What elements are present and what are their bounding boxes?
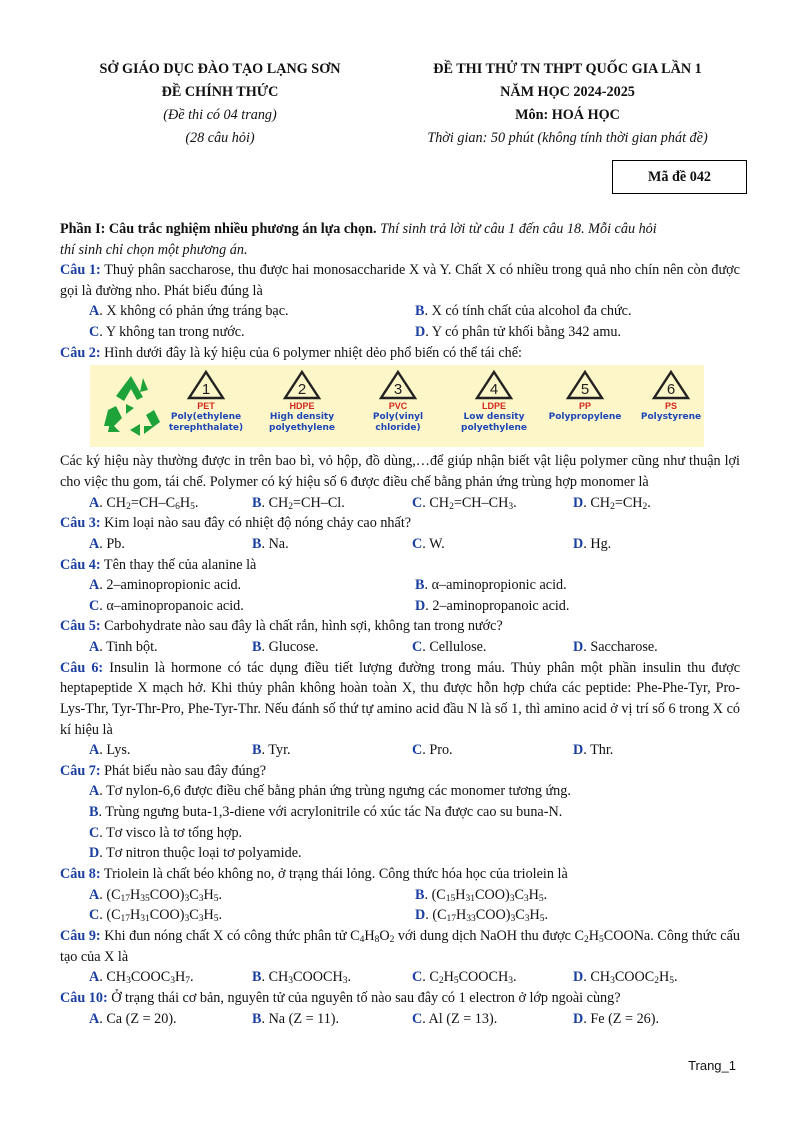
exam-code-box: Mã đề 042 [612, 160, 747, 194]
part-instruction-2: thí sinh chỉ chọn một phương án. [60, 241, 248, 258]
page-count: (Đề thi có 04 trang) [163, 107, 277, 123]
option-c[interactable]: C. Cellulose. [412, 639, 487, 656]
triangle-arrow-icon [282, 369, 322, 401]
option-b[interactable]: B. $CH_2=CH-Cl$. [252, 494, 345, 512]
question-text: Triolein là chất béo không no, ở trạng thái lỏng. Công thức hóa học của triolein là [100, 866, 568, 883]
options-row [60, 637, 740, 658]
question-2 [60, 343, 740, 364]
options-row [60, 967, 740, 988]
svg-text:1: 1 [201, 381, 211, 399]
options-row [60, 575, 740, 596]
recycle-logo-icon [96, 370, 166, 440]
official-label: ĐỀ CHÍNH THỨC [161, 84, 279, 100]
plastic-name: polyethylene [269, 423, 335, 434]
option-a[interactable]: A. 2–aminopropionic acid. [89, 577, 242, 594]
option-a[interactable]: A. Pb. [89, 535, 125, 552]
option-d[interactable]: D. $CH_3COOC_2H_5$. [573, 969, 678, 987]
exam-title: ĐỀ THI THỬ TN THPT QUỐC GIA LẦN 1 [433, 61, 702, 77]
plastic-abbr: PET [197, 401, 215, 412]
option-a[interactable]: A. Ca (Z = 20). [89, 1010, 177, 1027]
plastic-name: chloride) [375, 423, 421, 434]
question-text: Phát biểu nào sau đây đúng? [100, 762, 267, 779]
school-year: NĂM HỌC 2024-2025 [500, 84, 635, 100]
department-name: SỞ GIÁO DỤC ĐÀO TẠO LẠNG SƠN [99, 61, 341, 77]
question-label: Câu 4: [60, 556, 101, 573]
options-row [60, 740, 740, 761]
question-label: Câu 1: [60, 262, 101, 279]
question-count: (28 câu hỏi) [185, 130, 255, 146]
plastic-abbr: PS [664, 401, 677, 412]
question-8 [60, 864, 740, 885]
option-c[interactable]: C. $(C_{17}H_{31}COO)_3C_3H_5$. [89, 907, 222, 925]
plastic-abbr: PP [578, 401, 591, 412]
part-heading [60, 219, 740, 260]
option-a[interactable]: A. $(C_{17}H_{35}COO)_3C_3H_5$. [89, 886, 222, 904]
svg-text:3: 3 [393, 381, 403, 399]
options-row [60, 322, 740, 343]
option-b[interactable]: B. X có tính chất của alcohol đa chức. [415, 303, 632, 320]
option-a[interactable]: A. Lys. [89, 742, 131, 759]
question-text: Carbohydrate nào sau đây là chất rắn, hình sợi, không tan trong nước? [100, 618, 503, 635]
question-label: Câu 10: [60, 990, 108, 1006]
time-limit: Thời gian: 50 phút (không tính thời gian phát đề) [427, 130, 708, 146]
subject: Môn: HOÁ HỌC [515, 107, 620, 123]
option-b[interactable]: B. $(C_{15}H_{31}COO)_3C_3H_5$. [415, 886, 548, 904]
recycling-codes-figure [90, 365, 704, 447]
recycle-code-5 [537, 369, 633, 423]
plastic-abbr: LDPE [481, 401, 506, 412]
option-d[interactable]: D. 2–aminopropanoic acid. [415, 597, 570, 614]
header-left [60, 58, 380, 150]
plastic-name: Low density [463, 412, 525, 423]
plastic-abbr: HDPE [289, 401, 315, 412]
options-row [60, 596, 740, 617]
header-right [395, 58, 740, 150]
options-row [60, 493, 740, 514]
option-a[interactable]: A. Tơ nylon-6,6 được điều chế bằng phản ứng trùng ngưng các monomer tương ứng. [89, 783, 571, 800]
option-b[interactable]: B. Tyr. [252, 742, 291, 759]
option-c[interactable]: C. Y không tan trong nước. [89, 324, 245, 341]
triangle-arrow-icon [474, 369, 514, 401]
triangle-arrow-icon [565, 369, 605, 401]
triangle-arrow-icon [186, 369, 226, 401]
plastic-abbr: PVC [388, 401, 408, 412]
options-row [60, 534, 740, 555]
recycle-code-2 [254, 369, 350, 434]
question-text: Tên thay thế của alanine là [100, 556, 257, 573]
option-d[interactable]: D. Tơ nitron thuộc loại tơ polyamide. [89, 845, 302, 862]
svg-text:2: 2 [297, 381, 307, 399]
page-number: Trang_1 [688, 1058, 736, 1073]
option-d[interactable]: D. $(C_{17}H_{33}COO)_3C_3H_5$. [415, 907, 548, 925]
svg-text:4: 4 [489, 381, 499, 399]
option-d[interactable]: D. $CH_2=CH_2$. [573, 494, 651, 512]
option-b[interactable]: B. Na. [252, 535, 289, 552]
option-a[interactable]: A. Tinh bột. [89, 639, 158, 656]
question-text-continued: Các ký hiệu này thường được in trên bao bì, vỏ hộp, đồ dùng,…để giúp nhận biết vật liệu polymer cũng như thuận lợi cho việc thu gom, tái chế. Polymer có ký hiệu số 6 được điều chế bằng phản ứng trùng hợp monomer là [60, 453, 740, 490]
question-label: Câu 8: [60, 866, 101, 883]
question-text: Ở trạng thái cơ bản, nguyên tử của nguyên tố nào sau đây có 1 electron ở lớp ngoài cùng? [107, 990, 621, 1006]
option-b[interactable]: B. α–aminopropionic acid. [415, 577, 567, 594]
option-d[interactable]: D. Fe (Z = 26). [573, 1010, 660, 1027]
option-b[interactable]: B. $CH_3COOCH_3$. [252, 969, 351, 987]
recycle-code-3 [350, 369, 446, 434]
options-row [60, 301, 740, 322]
question-label: Câu 9: [60, 928, 101, 945]
question-label: Câu 2: [60, 344, 101, 361]
option-c[interactable]: C. Al (Z = 13). [412, 1010, 498, 1027]
option-c[interactable]: C. Pro. [412, 742, 453, 759]
question-3 [60, 513, 740, 534]
triangle-arrow-icon [651, 369, 691, 401]
question-6 [60, 658, 740, 740]
option-d[interactable]: D. Thr. [573, 742, 614, 759]
options-row [60, 1009, 740, 1030]
option-a[interactable]: A. X không có phản ứng tráng bạc. [89, 303, 289, 320]
question-1 [60, 260, 740, 301]
option-d[interactable]: D. Saccharose. [573, 639, 658, 656]
question-10 [60, 988, 740, 1009]
option-b[interactable]: B. Na (Z = 11). [252, 1010, 340, 1027]
plastic-name: Poly(ethylene [170, 412, 242, 423]
question-text: Kim loại nào sau đây có nhiệt độ nóng chảy cao nhất? [100, 515, 412, 532]
plastic-name: Polypropylene [548, 412, 622, 423]
question-label: Câu 6: [60, 659, 104, 676]
question-label: Câu 3: [60, 515, 101, 532]
question-5 [60, 616, 740, 637]
option-b[interactable]: B. Glucose. [252, 639, 319, 656]
part-title: Phần I: Câu trắc nghiệm nhiều phương án lựa chọn. [60, 221, 377, 237]
question-4 [60, 555, 740, 576]
svg-text:6: 6 [666, 381, 676, 399]
recycle-code-6 [623, 369, 719, 423]
option-c[interactable]: C. Tơ visco là tơ tổng hợp. [89, 824, 243, 841]
question-text: Insulin là hormone có tác dụng điều tiết lượng đường trong máu. Thủy phân một phần insulin thu được heptapeptide X mạch hở. Khi thủy phân không hoàn toàn X, thu được hỗn hợp chứa các peptide: Phe-Phe-Tyr, Pro-Lys-Thr, Tyr-Thr-Pro, Phe-Tyr-Thr. Nếu đánh số thứ tự amino acid đầu N là số 1, thì amino acid ở vị trí số 6 trong X có kí hiệu là [60, 659, 740, 738]
options-row [60, 905, 740, 926]
recycle-code-4 [446, 369, 542, 434]
plastic-name: Poly(vinyl [372, 412, 424, 423]
option-d[interactable]: D. Y có phân tử khối bằng 342 amu. [415, 324, 622, 341]
option-a[interactable]: A. $CH_2=CH-C_6H_5$. [89, 494, 199, 512]
question-text: Hình dưới đây là ký hiệu của 6 polymer nhiệt dẻo phổ biến có thể tái chế: [100, 344, 523, 361]
question-9: Câu 9: Khi đun nóng chất X có công thức phân tử $C_4H_8O_2$ với dung dịch NaOH thu được $C_2H_5COONa$. Công thức cấu tạo của X là [60, 928, 740, 965]
option-c[interactable]: C. $C_2H_5COOCH_3$. [412, 969, 517, 987]
question-text: Thuỷ phân saccharose, thu được hai monosaccharide X và Y. Chất X có nhiều trong quả nho chín nên còn được gọi là đường nho. Phát biểu đúng là [60, 262, 740, 299]
svg-text:5: 5 [580, 381, 590, 399]
option-c[interactable]: C. α–aminopropanoic acid. [89, 597, 244, 614]
option-a[interactable]: A. $CH_3COOC_3H_7$. [89, 969, 194, 987]
recycle-code-1 [158, 369, 254, 434]
options-row [60, 885, 740, 906]
option-b[interactable]: B. Trùng ngưng buta-1,3-diene với acrylonitrile có xúc tác Na được cao su buna-N. [89, 804, 563, 821]
triangle-arrow-icon [378, 369, 418, 401]
plastic-name: Polystyrene [640, 412, 702, 423]
plastic-name: High density [269, 412, 335, 423]
option-d[interactable]: D. Hg. [573, 535, 612, 552]
option-c[interactable]: C. $CH_2=CH-CH_3$. [412, 494, 517, 512]
option-c[interactable]: C. W. [412, 535, 445, 552]
question-label: Câu 7: [60, 762, 101, 779]
question-7 [60, 761, 740, 782]
plastic-name: terephthalate) [168, 423, 244, 434]
exam-content [60, 219, 740, 1029]
plastic-name: polyethylene [461, 423, 527, 434]
part-instruction: Thí sinh trả lời từ câu 1 đến câu 18. Mỗi câu hỏi [376, 221, 657, 237]
question-label: Câu 5: [60, 618, 101, 635]
